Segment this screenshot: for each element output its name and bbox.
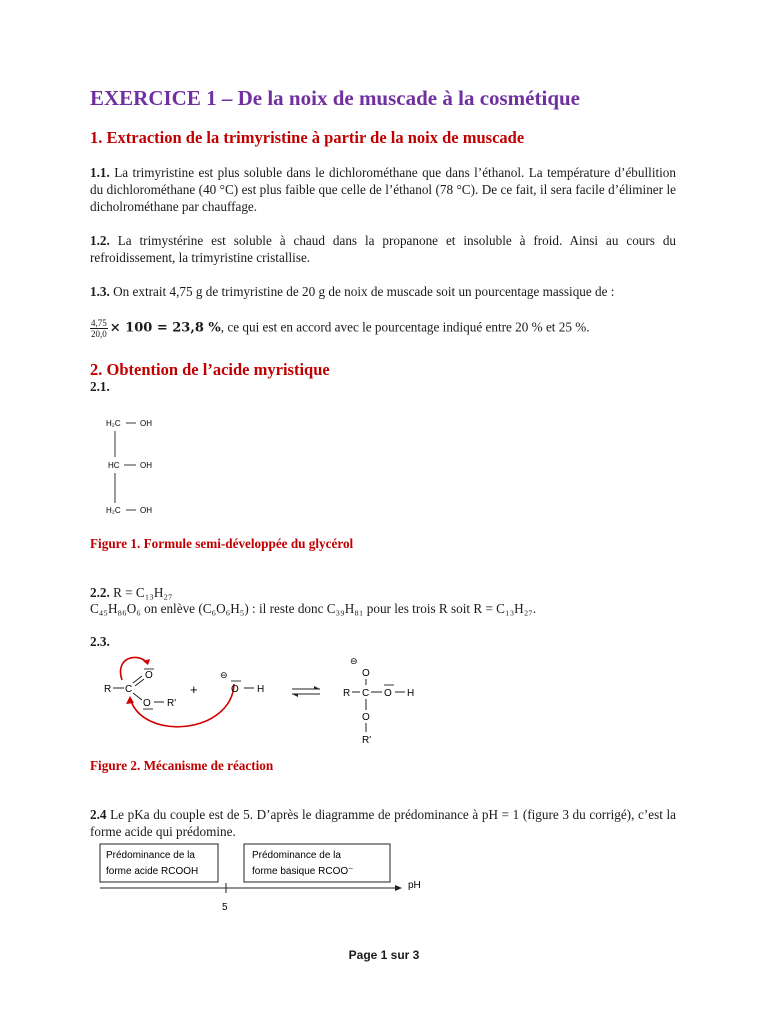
text-2-4: Le pKa du couple est de 5. D’après le diagramme de prédominance à pH = 1 (figure 3 du corrigé), c’est la forme acide qui prédomine. [90,807,677,839]
acid-box-line-1: Prédominance de la [106,850,195,861]
glycerol-c3: H₂C [106,506,121,515]
label-2-3: 2.3. [90,634,110,649]
basic-box-line-1: Prédominance de la [252,850,341,861]
mech-r-left: R [104,684,112,695]
fraction [90,318,108,339]
mech-c-right: C [362,688,370,699]
formula-tail: , ce qui est en accord avec le pourcentage indiqué entre 20 % et 25 %. [220,319,590,335]
text-1-1: La trimyristine est plus soluble dans le dichlorométhane que dans l’éthanol. La température d’ébullition du dichlorométhane (40 °C) est plus faible que celle de l’éthanol (78 °C). De ce fait, il sera facile d’éliminer le dicholrométhane par chauffage. [90,165,676,214]
line-2-2 [90,584,173,601]
pka-tick-label: 5 [222,902,228,913]
glycerol-c1: H₂C [106,419,121,428]
r-formula: R = C₁₃H₂₇ [113,585,173,600]
fraction-numerator: 4,75 [91,318,107,328]
mech-o-right: O [384,688,392,699]
figure-2-caption: Figure 2. Mécanisme de réaction [90,758,274,773]
paragraph-1-3 [90,283,676,300]
percentage-formula [90,318,590,339]
mech-h-hydroxide: H [257,684,265,695]
label-2-4: 2.4 [90,807,107,822]
glycerol-oh3: OH [140,506,152,515]
fraction-denominator: 20,0 [91,329,107,339]
mech-hydroxide-charge: ⊖ [220,670,228,680]
text-1-3: On extrait 4,75 g de trimyristine de 20 g de noix de muscade soit un pourcentage massique de : [113,284,615,299]
page-title: EXERCICE 1 – De la noix de muscade à la cosmétique [90,86,581,110]
label-2-2: 2.2. [90,585,110,600]
label-1-2: 1.2. [90,233,110,248]
mech-o-carbonyl: O [145,670,153,681]
figure-1-caption: Figure 1. Formule semi-développée du glycérol [90,536,354,551]
mech-o-hydroxide: O [231,684,239,695]
ph-axis-arrowhead [395,885,402,891]
paragraph-2-4 [90,806,676,840]
reaction-mechanism [92,654,432,749]
mech-h-right: H [407,688,415,699]
basic-box-line-2: forme basique RCOO⁻ [252,866,354,877]
mech-r-prime-right: R' [362,735,372,746]
predominance-diagram [96,842,436,917]
mech-r-right: R [343,688,351,699]
formula-result: × 100 = 23,8 % [109,320,221,336]
mech-o-bottom: O [362,712,370,723]
arrowhead-attack [126,696,134,704]
mech-c-left: C [125,684,133,695]
section-1-heading: 1. Extraction de la trimyristine à partir de la noix de muscade [90,128,525,147]
label-2-1: 2.1. [90,379,110,394]
glycerol-structure [100,406,180,521]
glycerol-c2: HC [108,461,120,470]
label-1-1: 1.1. [90,165,110,180]
mech-plus: + [190,682,198,697]
paragraph-1-2 [90,232,676,266]
formula-calculation: C₄₅H₈₆O₆ on enlève (C₆O₆H₅) : il reste donc C₃₉H₈₁ pour les trois R soit R = C₁₃H₂₇. [90,601,537,616]
glycerol-oh1: OH [140,419,152,428]
paragraph-1-1 [90,164,676,215]
label-1-3: 1.3. [90,284,110,299]
section-2-heading: 2. Obtention de l’acide myristique [90,360,330,379]
page-footer: Page 1 sur 3 [348,948,420,962]
acid-box-line-2: forme acide RCOOH [106,866,199,877]
glycerol-oh2: OH [140,461,152,470]
mech-intermediate-charge: ⊖ [350,656,358,666]
mech-r-prime-left: R' [167,698,177,709]
mech-o-top: O [362,668,370,679]
mech-o-ester: O [143,698,151,709]
text-1-2: La trimystérine est soluble à chaud dans la propanone et insoluble à froid. Ainsi au cours du refroidissement, la trimyristine cristallise. [90,233,677,265]
ph-axis-label: pH [408,880,421,891]
